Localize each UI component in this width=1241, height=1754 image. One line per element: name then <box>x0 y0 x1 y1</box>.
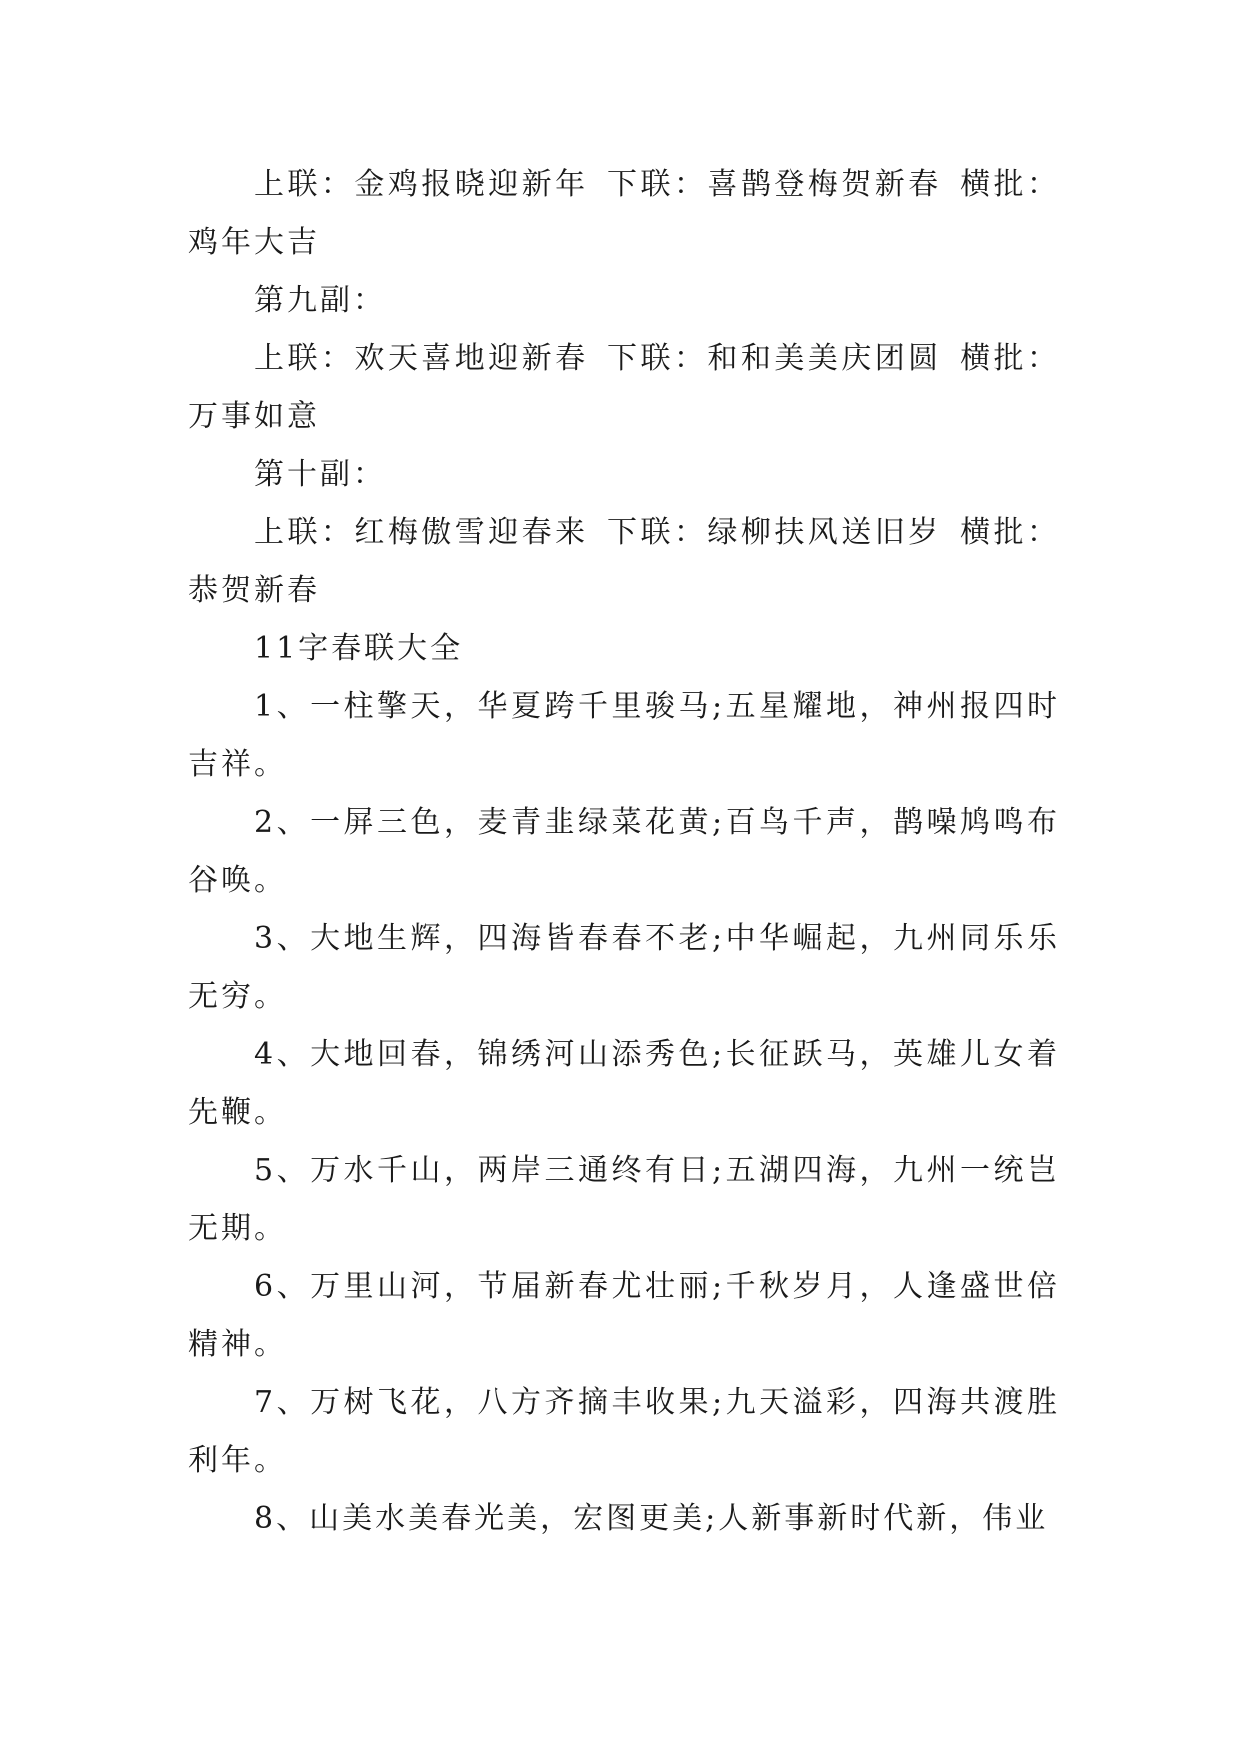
document-body <box>188 156 1060 1548</box>
couplet-9-heading: 第九副： <box>254 283 386 318</box>
couplet-10-heading: 第十副： <box>254 457 386 492</box>
couplet-9-text: 上联：欢天喜地迎新春 下联：和和美美庆团圆 横批：万事如意 <box>188 341 1061 434</box>
list-item-1: 1、一柱擎天，华夏跨千里骏马;五星耀地，神州报四时吉祥。 <box>188 689 1060 782</box>
list-item-3: 3、大地生辉，四海皆春春不老;中华崛起，九州同乐乐无穷。 <box>188 921 1060 1014</box>
list-item-6: 6、万里山河，节届新春尤壮丽;千秋岁月，人逢盛世倍精神。 <box>188 1269 1060 1362</box>
section-heading-11-char: 11字春联大全 <box>254 631 464 666</box>
couplet-10-text: 上联：红梅傲雪迎春来 下联：绿柳扶风送旧岁 横批：恭贺新春 <box>188 515 1061 608</box>
list-item-7: 7、万树飞花，八方齐摘丰收果;九天溢彩，四海共渡胜利年。 <box>188 1385 1060 1478</box>
couplet-8-text: 上联：金鸡报晓迎新年 下联：喜鹊登梅贺新春 横批：鸡年大吉 <box>188 167 1061 260</box>
list-item-8: 8、山美水美春光美，宏图更美;人新事新时代新，伟业 <box>254 1501 1049 1536</box>
list-item-2: 2、一屏三色，麦青韭绿菜花黄;百鸟千声，鹊噪鸠鸣布谷唤。 <box>188 805 1060 898</box>
list-item-4: 4、大地回春，锦绣河山添秀色;长征跃马，英雄儿女着先鞭。 <box>188 1037 1060 1130</box>
list-item-5: 5、万水千山，两岸三通终有日;五湖四海，九州一统岂无期。 <box>188 1153 1060 1246</box>
